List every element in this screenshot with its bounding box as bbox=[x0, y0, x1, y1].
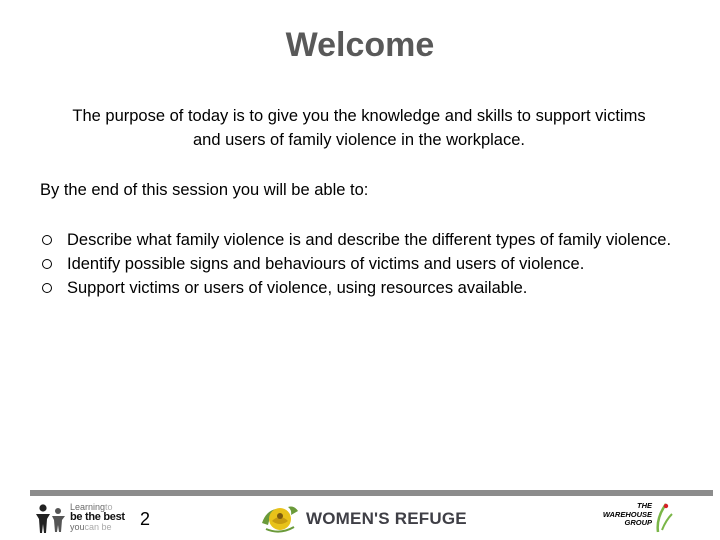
logo-center-text: WOMEN'S REFUGE bbox=[306, 509, 467, 528]
logo-right-line1: THE bbox=[637, 501, 652, 510]
intro-paragraph bbox=[34, 104, 684, 152]
logo-left-line3: you bbox=[70, 522, 85, 532]
bullet-ring-icon bbox=[42, 235, 52, 245]
slide-title: Welcome bbox=[285, 26, 435, 64]
logo-left-line3-suffix: can be bbox=[84, 522, 112, 532]
objectives-list bbox=[42, 228, 682, 300]
footer-divider bbox=[30, 490, 713, 496]
objectives-lead: By the end of this session you will be able to: bbox=[40, 181, 369, 199]
warehouse-mark-icon bbox=[652, 500, 674, 534]
list-item-text: Describe what family violence is and describe the different types of family violence. bbox=[67, 231, 672, 249]
logo-left-line1-suffix: to bbox=[105, 502, 113, 512]
warehouse-group-logo bbox=[588, 500, 678, 536]
intro-line-1: The purpose of today is to give you the knowledge and skills to support victims bbox=[72, 107, 646, 125]
logo-right-line2: WAREHOUSE bbox=[602, 509, 652, 519]
refuge-emblem-icon bbox=[258, 501, 302, 535]
logo-left-line1: Learning bbox=[70, 502, 106, 512]
list-item bbox=[42, 252, 682, 276]
womens-refuge-logo bbox=[258, 500, 468, 536]
children-figures-icon bbox=[34, 502, 68, 534]
learning-to-be-the-best-logo bbox=[34, 500, 134, 536]
list-item bbox=[42, 276, 682, 300]
list-item-text: Identify possible signs and behaviours of victims and users of violence. bbox=[67, 255, 585, 273]
page-number: 2 bbox=[140, 509, 151, 529]
logo-left-line2: be the best bbox=[70, 511, 125, 523]
intro-line-2: and users of family violence in the workplace. bbox=[193, 131, 525, 149]
logo-right-line3: GROUP bbox=[624, 518, 652, 527]
list-item bbox=[42, 228, 682, 252]
bullet-ring-icon bbox=[42, 259, 52, 269]
list-item-text: Support victims or users of violence, using resources available. bbox=[67, 279, 528, 297]
bullet-ring-icon bbox=[42, 283, 52, 293]
